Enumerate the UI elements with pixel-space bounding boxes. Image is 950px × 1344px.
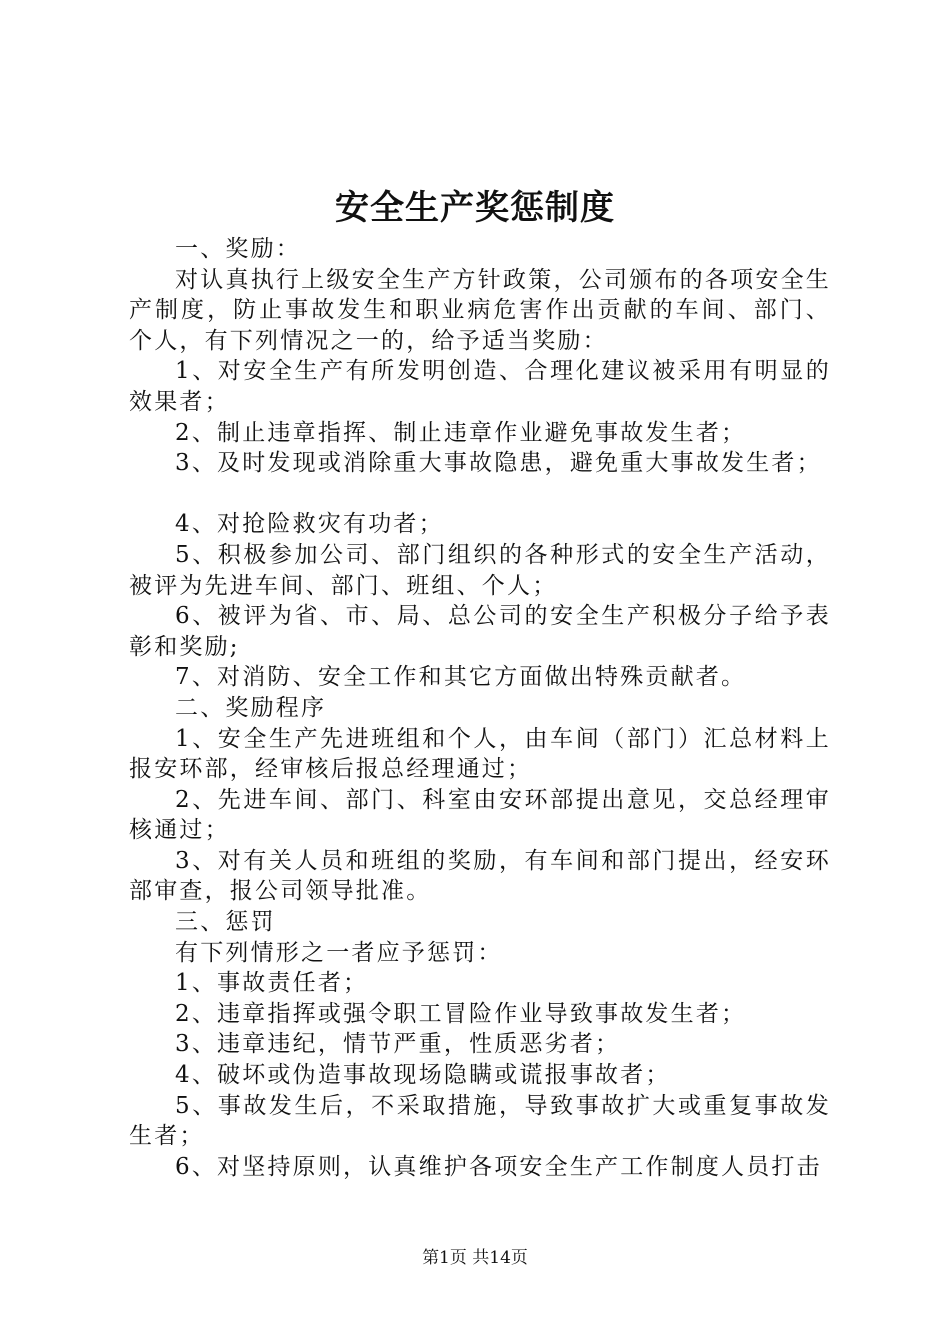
list-item-procedure-3: 3、对有关人员和班组的奖励，有车间和部门提出，经安环部审查，报公司领导批准。 [129, 847, 831, 905]
page-number-footer: 第1页 共14页 [422, 1248, 528, 1268]
paragraph-penalties-intro: 有下列情形之一者应予惩罚： [175, 939, 503, 966]
document-body [129, 234, 831, 1182]
list-item-reward-1: 1、对安全生产有所发明创造、合理化建议被采用有明显的效果者； [129, 358, 831, 415]
list-item-penalty-5: 5、事故发生后，不采取措施，导致事故扩大或重复事故发生者； [129, 1092, 831, 1150]
list-item-reward-5: 5、积极参加公司、部门组织的各种形式的安全生产活动，被评为先进车间、部门、班组、个人； [129, 541, 831, 599]
list-item-penalty-4: 4、破坏或伪造事故现场隐瞒或谎报事故者； [175, 1062, 671, 1089]
list-item-procedure-2: 2、先进车间、部门、科室由安环部提出意见，交总经理审核通过； [129, 786, 831, 844]
list-item-reward-2: 2、制止违章指挥、制止违章作业避免事故发生者； [175, 419, 747, 446]
section-heading-penalties: 三、惩罚 [175, 909, 276, 936]
section-heading-reward-procedure: 二、奖励程序 [175, 694, 327, 721]
list-item-penalty-1: 1、事故责任者； [175, 970, 369, 997]
list-item-penalty-3: 3、违章违纪，情节严重，性质恶劣者； [175, 1031, 621, 1058]
list-item-procedure-1: 1、安全生产先进班组和个人，由车间（部门）汇总材料上报安环部，经审核后报总经理通过； [129, 725, 831, 783]
list-item-penalty-2: 2、违章指挥或强令职工冒险作业导致事故发生者； [175, 1000, 747, 1027]
list-item-reward-6: 6、被评为省、市、局、总公司的安全生产积极分子给予表彰和奖励; [129, 603, 831, 660]
section-heading-rewards: 一、奖励： [175, 236, 301, 262]
document-title: 安全生产奖惩制度 [335, 188, 615, 228]
paragraph-rewards-intro: 对认真执行上级安全生产方针政策，公司颁布的各项安全生产制度，防止事故发生和职业病危害作出贡献的车间、部门、个人，有下列情况之一的，给予适当奖励： [129, 266, 831, 354]
list-item-reward-7: 7、对消防、安全工作和其它方面做出特殊贡献者。 [175, 664, 747, 691]
list-item-reward-3: 3、及时发现或消除重大事故隐患，避免重大事故发生者； [175, 450, 822, 477]
list-item-penalty-6: 6、对坚持原则，认真维护各项安全生产工作制度人员打击 [175, 1153, 822, 1180]
list-item-reward-4: 4、对抢险救灾有功者； [175, 511, 444, 538]
